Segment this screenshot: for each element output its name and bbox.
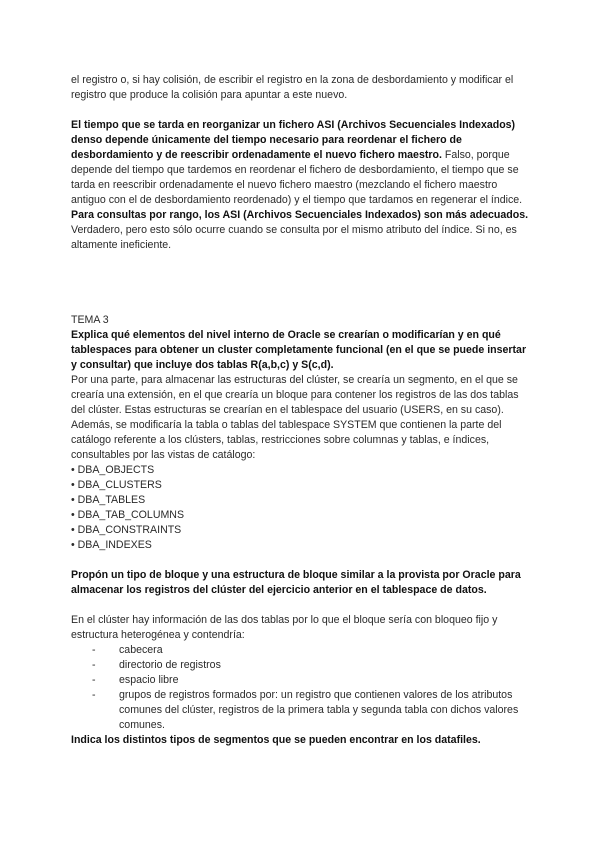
question-1-title	[71, 328, 534, 373]
intro-paragraph: el registro o, si hay colisión, de escribir el registro en la zona de desbordamiento y modificar el registro que produce la colisión para apuntar a este nuevo.	[71, 74, 514, 101]
catalog-views-list	[71, 463, 534, 553]
list-item: • DBA_OBJECTS	[71, 464, 155, 476]
list-item: • DBA_INDEXES	[71, 539, 152, 551]
list-item-text: directorio de registros	[119, 659, 221, 671]
question-2-answer-intro: En el clúster hay información de las dos tablas por lo que el bloque sería con bloqueo fijo y estructura heterogénea y contendría:	[71, 614, 498, 641]
list-item: • DBA_CONSTRAINTS	[71, 524, 182, 536]
question-2-title	[71, 568, 534, 598]
question-2-title-text: Propón un tipo de bloque y una estructura de bloque similar a la provista por Oracle para almacenar los registros del clúster del ejercicio anterior en el tablespace de datos.	[71, 569, 521, 596]
list-item	[92, 658, 534, 673]
question-1-answer-p2: Además, se modificaría la tabla o tablas del tablespace SYSTEM que contienen la parte del catálogo referente a los clústers, tablas, restricciones sobre columnas y tablas, e índices, consultables por las vistas de catálogo:	[71, 419, 502, 461]
list-item	[92, 688, 534, 733]
question-3-title	[71, 733, 534, 748]
list-item: • DBA_TABLES	[71, 494, 146, 506]
list-item: • DBA_CLUSTERS	[71, 479, 162, 491]
tema-label: TEMA 3	[71, 314, 109, 326]
list-item-text: grupos de registros formados por: un registro que contienen valores de los atributos comunes del clúster, registros de la primera tabla y segunda tabla con dichos valores comunes.	[119, 689, 519, 731]
dash-marker: -	[92, 659, 96, 671]
dash-marker: -	[92, 689, 96, 701]
list-item: • DBA_TAB_COLUMNS	[71, 509, 185, 521]
dash-marker: -	[92, 674, 96, 686]
dash-marker: -	[92, 644, 96, 656]
question-1-title-text: Explica qué elementos del nivel interno de Oracle se crearían o modificarían y en qué tablespaces para obtener un cluster completamente funcional (en el que se puede insertar y consultar) que incluye dos tablas R(a,b,c) y S(c,d).	[71, 329, 527, 371]
list-item	[92, 643, 534, 658]
list-item	[92, 673, 534, 688]
question-3-title-text: Indica los distintos tipos de segmentos que se pueden encontrar en los datafiles.	[71, 734, 481, 746]
statement-1	[71, 118, 534, 208]
statement-2-answer: Verdadero, pero esto sólo ocurre cuando se consulta por el mismo atributo del índice. Si no, es altamente ineficiente.	[71, 224, 517, 251]
list-item-text: espacio libre	[119, 674, 179, 686]
statement-1-question: El tiempo que se tarda en reorganizar un fichero ASI (Archivos Secuenciales Indexados) denso depende únicamente del tiempo necesario para reordenar el fichero de desbordamiento y de reescribir ordenadamente el nuevo fichero maestro.	[71, 119, 516, 161]
question-1-answer-p1: Por una parte, para almacenar las estructuras del clúster, se crearía un segmento, en el que se crearía una extensión, en el que crearía un bloque para contener los registros de las dos tablas del clúster. Estas estructuras se crearían en el tablespace del usuario (USERS, en su caso).	[71, 374, 519, 416]
block-parts-list	[71, 643, 534, 733]
list-item-text: cabecera	[119, 644, 163, 656]
statement-2	[71, 208, 534, 253]
statement-1-answer: Falso, porque depende del tiempo que tardemos en reordenar el fichero de desbordamiento, el tiempo que se tarda en reescribir ordenadamente el nuevo fichero maestro (mezclando el fichero maestro antiguo con el de desbordamiento reordenado) y el tiempo que tardamos en regenerar el índice.	[71, 149, 523, 206]
statement-2-question: Para consultas por rango, los ASI (Archivos Secuenciales Indexados) son más adecuados.	[71, 209, 529, 221]
